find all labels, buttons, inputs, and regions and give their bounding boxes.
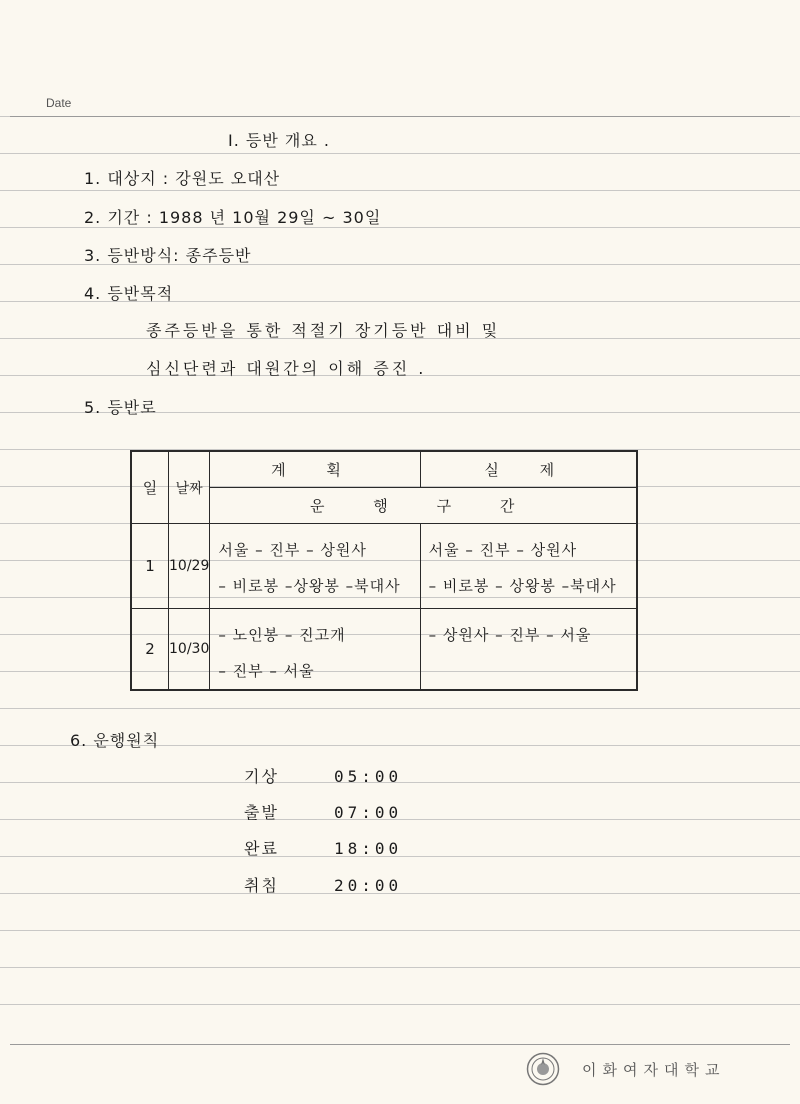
table-row bbox=[131, 524, 637, 609]
footer bbox=[526, 1052, 725, 1086]
header-day: 일 bbox=[131, 451, 169, 524]
item-method: 3. 등반방식: 종주등반 bbox=[84, 246, 252, 265]
row-actual bbox=[420, 609, 637, 691]
schedule-label: 기상 bbox=[244, 767, 279, 786]
schedule-time: 18:00 bbox=[334, 839, 403, 858]
actual-line: 서울 – 진부 – 상원사 bbox=[428, 541, 578, 559]
route-table bbox=[130, 450, 638, 691]
item-target: 1. 대상지 : 강원도 오대산 bbox=[84, 169, 281, 188]
plan-line: – 비로봉 –상왕봉 –북대사 bbox=[218, 577, 401, 595]
plan-line: – 노인봉 – 진고개 bbox=[218, 626, 346, 644]
footer-rule bbox=[10, 1044, 790, 1045]
row-day: 2 bbox=[131, 609, 169, 691]
route-table-header bbox=[131, 451, 637, 488]
schedule-row-sleep bbox=[244, 873, 402, 896]
schedule-time: 07:00 bbox=[334, 803, 403, 822]
purpose-line-2: 심신단련과 대원간의 이해 증진 . bbox=[146, 359, 427, 378]
row-actual bbox=[420, 524, 637, 609]
table-row bbox=[131, 609, 637, 691]
header-date: 날짜 bbox=[169, 451, 210, 524]
row-day: 1 bbox=[131, 524, 169, 609]
item-period: 2. 기간 : 1988 년 10월 29일 ~ 30일 bbox=[84, 208, 382, 227]
schedule-label: 취침 bbox=[244, 876, 279, 895]
schedule-row-finish bbox=[244, 836, 402, 859]
university-seal-icon bbox=[526, 1052, 560, 1086]
schedule-row-wake bbox=[244, 764, 402, 787]
item-purpose-heading: 4. 등반목적 bbox=[84, 284, 174, 303]
actual-line: – 상원사 – 진부 – 서울 bbox=[428, 626, 592, 644]
schedule-label: 출발 bbox=[244, 803, 279, 822]
school-name: 이화여자대학교 bbox=[582, 1060, 726, 1079]
header-plan: 계 획 bbox=[210, 451, 420, 488]
header-route-section: 운 행 구 간 bbox=[210, 488, 637, 524]
purpose-line-1: 종주등반을 통한 적절기 장기등반 대비 및 bbox=[146, 321, 501, 340]
plan-line: 서울 – 진부 – 상원사 bbox=[218, 541, 367, 559]
row-date: 10/29 bbox=[169, 524, 210, 609]
date-label: Date bbox=[46, 96, 72, 110]
actual-line: – 비로봉 – 상왕봉 –북대사 bbox=[428, 577, 617, 595]
schedule-time: 20:00 bbox=[334, 876, 403, 895]
item-rules-heading: 6. 운행원칙 bbox=[70, 731, 160, 750]
item-route-heading: 5. 등반로 bbox=[84, 398, 157, 417]
row-plan bbox=[210, 609, 420, 691]
schedule-row-depart bbox=[244, 800, 402, 823]
row-plan bbox=[210, 524, 420, 609]
header-rule bbox=[10, 116, 790, 117]
page-title: Ⅰ. 등반 개요 . bbox=[228, 131, 330, 150]
schedule-time: 05:00 bbox=[334, 767, 403, 786]
row-date: 10/30 bbox=[169, 609, 210, 691]
header-actual: 실 제 bbox=[420, 451, 637, 488]
schedule-label: 완료 bbox=[244, 839, 279, 858]
plan-line: – 진부 – 서울 bbox=[218, 662, 315, 680]
